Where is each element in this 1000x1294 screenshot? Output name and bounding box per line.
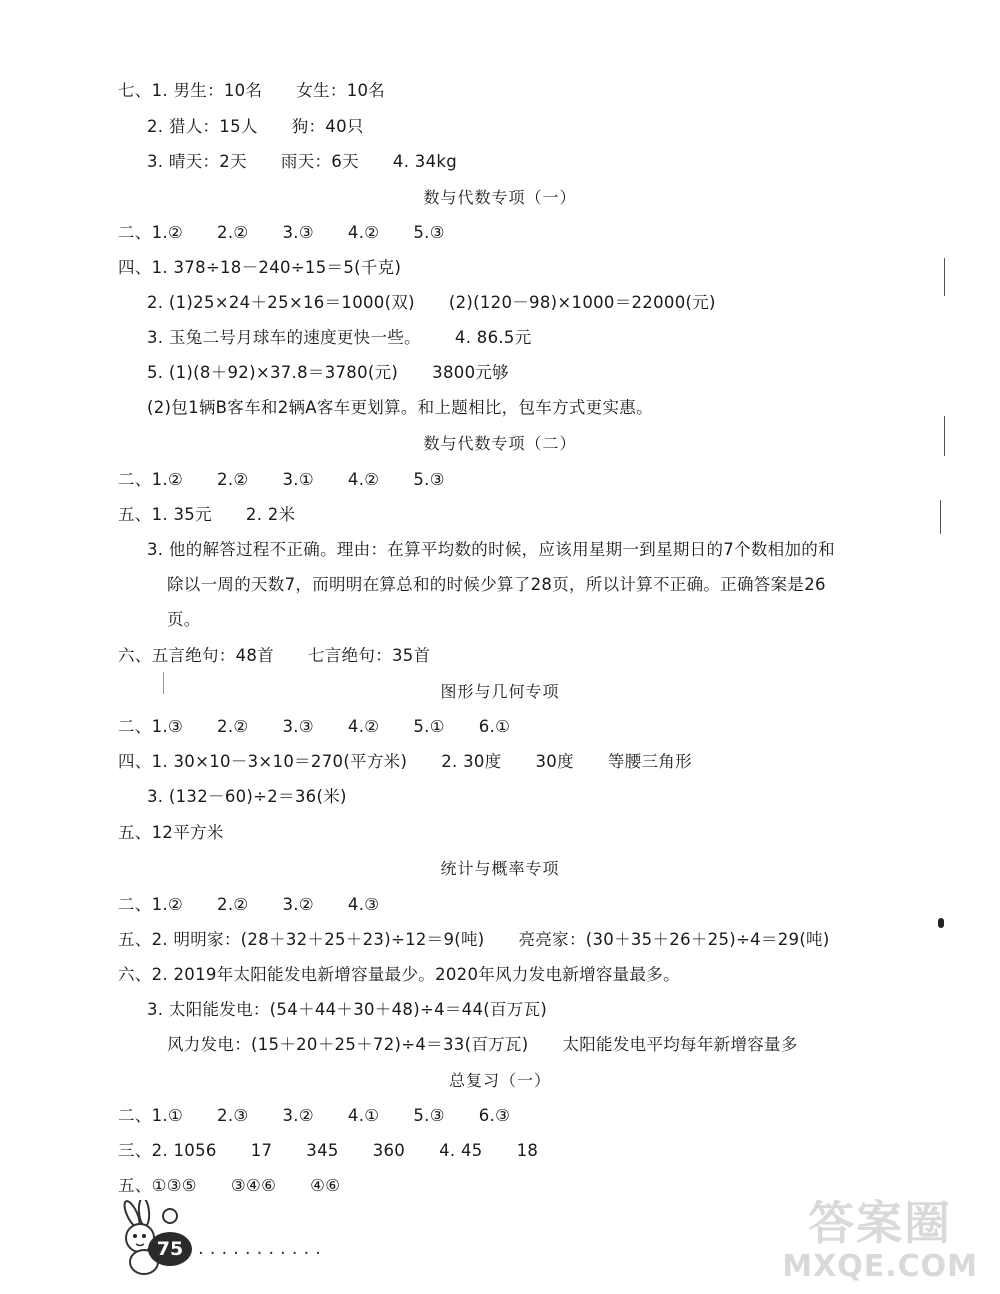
answer-item: 七言绝句：35首 [308,646,431,665]
answer-line [118,504,295,526]
answer-item: 二、1.① [118,1106,184,1125]
answer-line [118,894,379,916]
answer-line [167,1034,798,1056]
section-heading: 数与代数专项（二） [423,434,577,453]
watermark [782,1196,978,1284]
footer-dots: ........... [198,1238,327,1259]
watermark-logo: 答案圈 [808,1196,953,1250]
answer-line [167,574,826,596]
answer-line [147,397,653,419]
answer-line [147,151,457,173]
margin-mark [940,500,941,534]
answer-line [118,751,692,773]
answer-item: 3.③ [282,223,314,242]
answer-item: 3. 太阳能发电：(54＋44＋30＋48)÷4＝44(百万瓦) [147,1000,548,1019]
answer-item: 360 [372,1141,406,1160]
answer-item: ③④⑥ [230,1176,277,1195]
watermark-url: MXQE.COM [782,1249,978,1284]
margin-mark [944,258,945,296]
answer-line [118,469,445,491]
answer-item: 2. 猎人：15人 [147,117,258,136]
answer-item: 3. 玉兔二号月球车的速度更快一些。 [147,328,421,347]
answer-line [118,645,430,667]
answer-item: 亮亮家：(30＋35＋26＋25)÷4＝29(吨) [518,930,830,949]
answer-item: 二、1.③ [118,717,184,736]
answer-item: 3.② [282,895,314,914]
answer-item: 4.① [347,1106,380,1125]
answer-item: 雨天：6天 [280,152,359,171]
answer-item: 五、12平方米 [118,823,224,842]
answer-item: 女生：10名 [296,81,386,100]
answer-line [147,327,532,349]
answer-item: 6.③ [478,1106,511,1125]
answer-item: 等腰三角形 [607,752,692,771]
answer-item: 5. (1)(8＋92)×37.8＝3780(元) [147,363,399,382]
answer-line [118,80,385,102]
margin-mark [163,672,164,694]
answer-item: 除以一周的天数7，而明明在算总和的时候少算了28页，所以计算不正确。正确答案是26 [167,575,826,594]
answer-item: 四、1. 378÷18－240÷15＝5(千克) [118,258,402,277]
answer-item: 2.② [217,717,249,736]
answer-item: 17 [250,1141,273,1160]
section-heading: 统计与概率专项 [440,859,560,878]
answer-line [167,609,201,631]
answer-item: 3. 晴天：2天 [147,152,247,171]
answer-item: 2.③ [217,1106,249,1125]
answer-item: 4. 45 [439,1141,483,1160]
answer-line [147,786,347,808]
answer-item: 5.① [413,717,445,736]
section-heading: 总复习（一） [448,1071,551,1090]
answer-item: 五、2. 明明家：(28＋32＋25＋23)÷12＝9(吨) [118,930,485,949]
answer-item: 2. 2米 [245,505,296,524]
answer-item: (2)包1辆B客车和2辆A客车更划算。和上题相比，包车方式更实惠。 [147,398,653,417]
answer-item: 三、2. 1056 [118,1141,217,1160]
answer-item: 18 [516,1141,539,1160]
answer-item: 风力发电：(15＋20＋25＋72)÷4＝33(百万瓦) [167,1035,529,1054]
answer-item: 3. (132－60)÷2＝36(米) [147,787,347,806]
answer-item: 五、①③⑤ [118,1176,197,1195]
answer-item: 2.② [217,223,249,242]
answer-item: 页。 [167,610,201,629]
answer-item: 二、1.② [118,470,184,489]
answer-line [118,716,510,738]
answer-line [118,257,401,279]
answer-item: 2. 30度 [441,752,502,771]
answer-item: 3. 他的解答过程不正确。理由：在算平均数的时候，应该用星期一到星期日的7个数相加的和 [147,540,835,559]
answer-item: 四、1. 30×10－3×10＝270(平方米) [118,752,408,771]
answer-item: 2.② [217,895,249,914]
answer-line [118,1140,538,1162]
answer-line [118,964,680,986]
answer-item: 4.③ [347,895,380,914]
answer-item: 3.② [282,1106,314,1125]
page-number: 75 [148,1232,192,1266]
answer-item: ④⑥ [310,1176,341,1195]
answer-item: 5.③ [413,223,445,242]
answer-item: 狗：40只 [291,117,364,136]
answer-item: 345 [306,1141,339,1160]
answer-line [147,116,364,138]
answer-item: 30度 [535,752,574,771]
answer-item: 4.② [347,717,380,736]
answer-item: 5.③ [413,470,445,489]
answer-line [118,1175,340,1197]
answer-line [147,539,835,561]
answer-item: (2)(120－98)×1000＝22000(元) [448,293,716,312]
margin-mark [944,416,945,456]
answer-line [118,929,830,951]
answer-item: 太阳能发电平均每年新增容量多 [562,1035,798,1054]
answer-line [118,222,445,244]
answer-item: 五、1. 35元 [118,505,212,524]
answer-item: 七、1. 男生：10名 [118,81,263,100]
answer-line [147,292,716,314]
margin-dot [938,918,944,928]
answer-item: 4. 34kg [392,152,458,171]
answer-item: 二、1.② [118,223,184,242]
section-heading: 数与代数专项（一） [423,188,577,207]
answer-item: 2.② [217,470,249,489]
answer-item: 3.① [282,470,314,489]
answer-item: 六、2. 2019年太阳能发电新增容量最少。2020年风力发电新增容量最多。 [118,965,680,984]
answer-item: 3.③ [282,717,314,736]
answer-item: 3800元够 [432,363,509,382]
answer-item: 4.② [347,470,380,489]
answer-item: 6.① [478,717,511,736]
answer-item: 2. (1)25×24＋25×16＝1000(双) [147,293,415,312]
answer-item: 4. 86.5元 [454,328,532,347]
answer-item: 5.③ [413,1106,445,1125]
answer-line [118,1105,510,1127]
section-heading: 图形与几何专项 [440,682,560,701]
answer-line [147,999,547,1021]
answer-line [147,362,509,384]
answer-item: 4.② [347,223,380,242]
answer-item: 二、1.② [118,895,184,914]
answer-line [118,822,224,844]
answer-item: 六、五言绝句：48首 [118,646,274,665]
